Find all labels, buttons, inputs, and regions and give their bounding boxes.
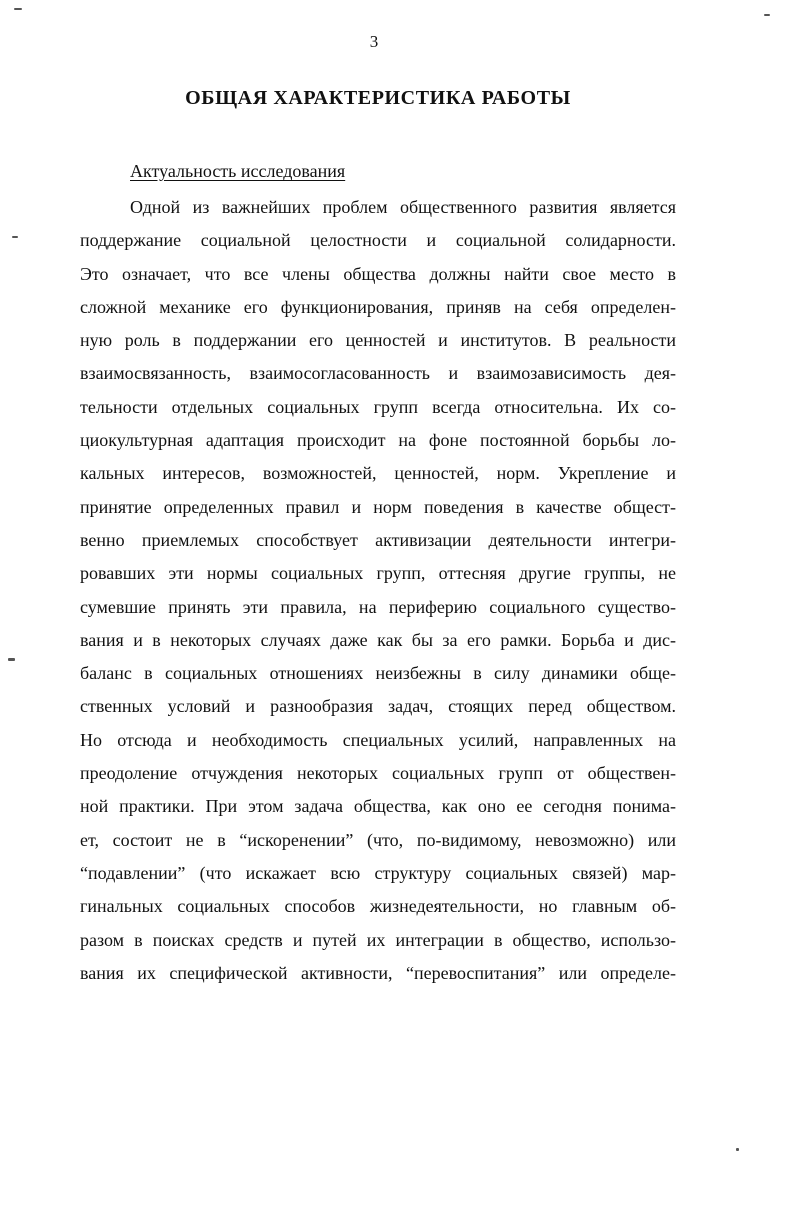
text-line: циокультурная адаптация происходит на фоне постоянной борьбы ло- xyxy=(80,430,676,451)
text-line: преодоление отчуждения некоторых социальных групп от обществен- xyxy=(80,763,676,784)
text-line: ровавших эти нормы социальных групп, оттесняя другие группы, не xyxy=(80,563,676,584)
scan-mark xyxy=(12,236,18,238)
scan-mark xyxy=(736,1148,739,1151)
text-line: ет, состоит не в “искоренении” (что, по-видимому, невозможно) или xyxy=(80,829,676,850)
scan-mark xyxy=(14,8,22,10)
text-line: сумевшие принять эти правила, на периферию социального существо- xyxy=(80,596,676,617)
text-line: ственных условий и разнообразия задач, стоящих перед обществом. xyxy=(80,696,676,717)
text-line: Но отсюда и необходимость специальных усилий, направленных на xyxy=(80,729,676,750)
text-line: взаимосвязанность, взаимосогласованность и взаимозависимость дея- xyxy=(80,363,676,384)
page-title: ОБЩАЯ ХАРАКТЕРИСТИКА РАБОТЫ xyxy=(185,87,571,109)
text-line: гинальных социальных способов жизнедеятельности, но главным об- xyxy=(80,896,676,917)
scan-mark xyxy=(8,658,15,661)
section-heading: Актуальность исследования xyxy=(130,161,346,181)
text-line: Это означает, что все члены общества должны найти свое место в xyxy=(80,263,676,284)
text-line: баланс в социальных отношениях неизбежны в силу динамики обще- xyxy=(80,663,676,684)
text-line: сложной механике его функционирования, приняв на себя определен- xyxy=(80,296,676,317)
scan-mark xyxy=(764,14,770,16)
text-line: вания их специфической активности, “перевоспитания” или определе- xyxy=(80,962,676,983)
text-line: ную роль в поддержании его ценностей и институтов. В реальности xyxy=(80,330,676,351)
text-line: поддержание социальной целостности и социальной солидарности. xyxy=(80,230,676,251)
text-line: разом в поисках средств и путей их интеграции в общество, использо- xyxy=(80,929,676,950)
text-line: Одной из важнейших проблем общественного развития является xyxy=(130,197,676,217)
text-line: ной практики. При этом задача общества, как оно ее сегодня понима- xyxy=(80,796,676,817)
text-line: принятие определенных правил и норм поведения в качестве общест- xyxy=(80,496,676,517)
page-number: 3 xyxy=(369,32,379,51)
text-line: венно приемлемых способствует активизации деятельности интегри- xyxy=(80,529,676,550)
text-line: тельности отдельных социальных групп всегда относительна. Их со- xyxy=(80,396,676,417)
text-line: вания и в некоторых случаях даже как бы за его рамки. Борьба и дис- xyxy=(80,629,676,650)
text-line: кальных интересов, возможностей, ценностей, норм. Укрепление и xyxy=(80,463,676,484)
body-text xyxy=(80,191,676,990)
text-line: “подавлении” (что искажает всю структуру социальных связей) мар- xyxy=(80,862,676,883)
